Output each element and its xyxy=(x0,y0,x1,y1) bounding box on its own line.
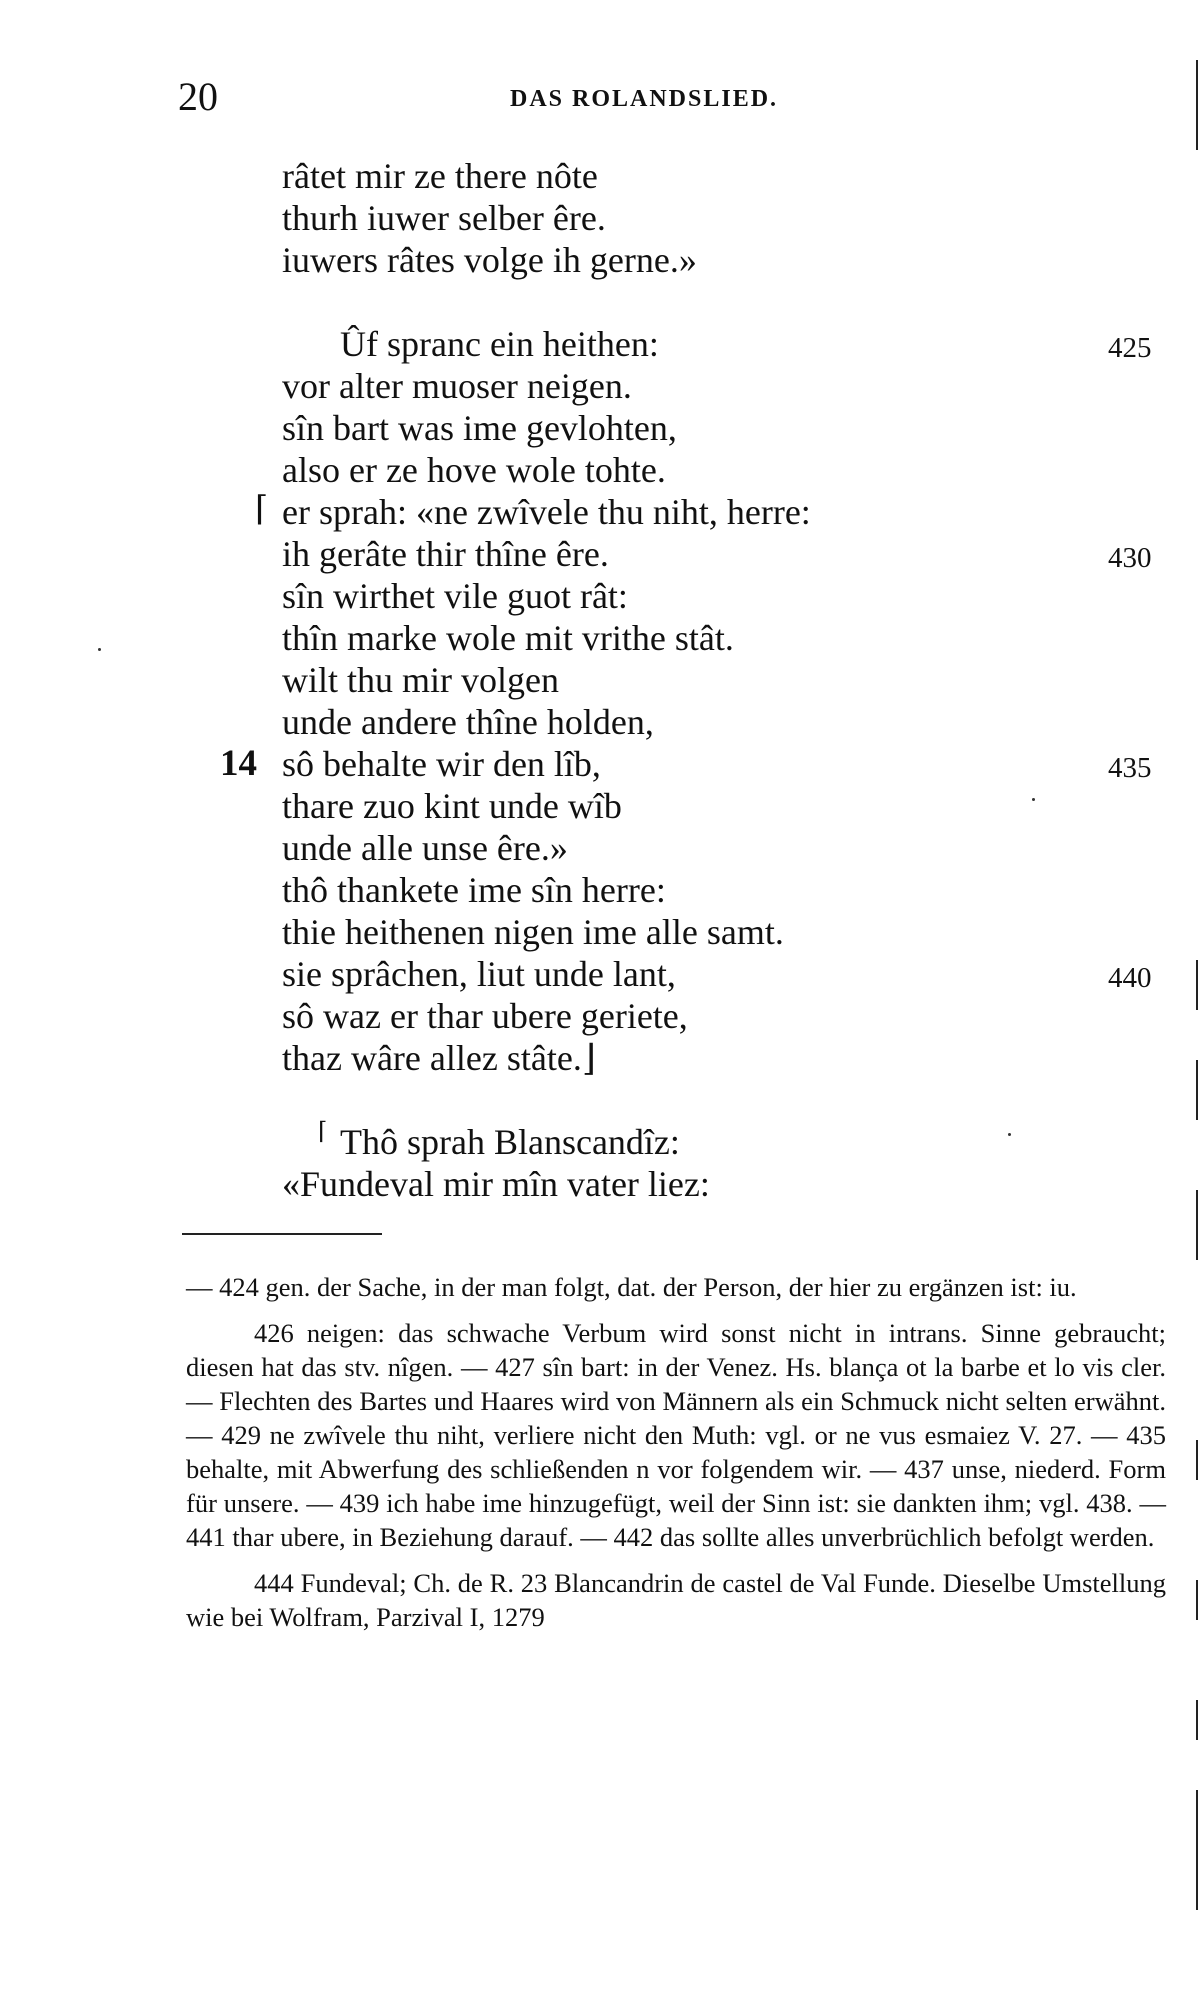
verse-text: sô waz er thar ubere geriete, xyxy=(282,996,688,1036)
verse-line xyxy=(0,239,1203,281)
footnote-paragraph: 444 Fundeval; Ch. de R. 23 Blancandrin de castel de Val Funde. Dieselbe Umstellung wie bei Wolfram, Parzival I, 1279 xyxy=(186,1568,1166,1632)
verse-line xyxy=(0,407,1203,449)
verse-line xyxy=(0,197,1203,239)
verse-text: unde alle unse êre.» xyxy=(282,828,568,868)
verse-line xyxy=(0,575,1203,617)
scan-edge-line xyxy=(1196,1790,1198,1910)
verse-line xyxy=(0,701,1203,743)
verse-text: wilt thu mir volgen xyxy=(282,660,559,700)
verse-line xyxy=(0,1163,1203,1205)
scan-speck xyxy=(1008,1133,1011,1136)
footnote-paragraph: — 424 gen. der Sache, in der man folgt, dat. der Person, der hier zu ergänzen ist: iu. xyxy=(186,1272,1077,1302)
verse-line xyxy=(0,743,1203,785)
verse-line xyxy=(0,995,1203,1037)
scan-speck xyxy=(98,648,101,651)
verse-text: Thô sprah Blanscandîz: xyxy=(340,1122,680,1162)
verse-text: thô thankete ime sîn herre: xyxy=(282,870,666,910)
verse-line xyxy=(0,365,1203,407)
verse-line xyxy=(0,659,1203,701)
verse-text: unde andere thîne holden, xyxy=(282,702,654,742)
footnotes xyxy=(186,1270,1166,1646)
verse-line xyxy=(0,491,1203,533)
verse-line xyxy=(0,1037,1203,1079)
editorial-bracket: ⌈ xyxy=(255,491,269,528)
footnote-rule xyxy=(182,1233,382,1235)
verse-line xyxy=(0,911,1203,953)
verse-line xyxy=(0,785,1203,827)
verse-line xyxy=(0,827,1203,869)
verse-line xyxy=(0,1121,1203,1163)
verse-text: thare zuo kint unde wîb xyxy=(282,786,622,826)
verse-line xyxy=(0,155,1203,197)
line-number: 430 xyxy=(1108,542,1152,574)
verse-text: sîn wirthet vile guot rât: xyxy=(282,576,628,616)
scan-edge-line xyxy=(1196,1700,1198,1740)
verse-line xyxy=(0,281,1203,323)
verse-text: sô behalte wir den lîb, xyxy=(282,744,601,784)
line-number: 425 xyxy=(1108,332,1152,364)
verse-text: Ûf spranc ein heithen: xyxy=(340,324,659,364)
verse-text: iuwers râtes volge ih gerne.» xyxy=(282,240,697,280)
verse-line xyxy=(0,617,1203,659)
verse-text: sie sprâchen, liut unde lant, xyxy=(282,954,676,994)
verse-text: râtet mir ze there nôte xyxy=(282,156,598,196)
verse-line xyxy=(0,953,1203,995)
verse-text: thîn marke wole mit vrithe stât. xyxy=(282,618,734,658)
verse-text: thurh iuwer selber êre. xyxy=(282,198,606,238)
verse-text: ih gerâte thir thîne êre. xyxy=(282,534,609,574)
verse-text: also er ze hove wole tohte. xyxy=(282,450,666,490)
verse-text: «Fundeval mir mîn vater liez: xyxy=(282,1164,710,1204)
manuscript-page-marker: 14 xyxy=(220,743,257,784)
editorial-bracket: ⌈ xyxy=(318,1119,328,1145)
scan-edge-line xyxy=(1196,1580,1198,1620)
scan-edge-line xyxy=(1196,1190,1198,1260)
verse-text: thaz wâre allez stâte.⌋ xyxy=(282,1038,596,1078)
footnote-paragraph: 426 neigen: das schwache Verbum wird sonst nicht in intrans. Sinne gebraucht; diesen hat das stv. nîgen. — 427 sîn bart: in der Venez. Hs. blança ot la barbe et lo vis cler. — Flechten des Bartes und Haares wird von Männern als ein Schmuck nicht selten erwähnt. — 429 ne zwîvele thu niht, verliere nicht den Muth: vgl. or ne vus esmaiez V. 27. — 435 behalte, mit Abwerfung des schließenden n vor folgendem wir. — 437 unse, niederd. Form für unsere. — 439 ich habe ime hinzugefügt, weil der Sinn ist: sie dankten ihm; vgl. 438. — 441 thar ubere, in Beziehung darauf. — 442 das sollte alles unverbrüchlich befolgt werden. xyxy=(186,1318,1166,1552)
verse-line xyxy=(0,323,1203,365)
line-number: 440 xyxy=(1108,962,1152,994)
verse-text: er sprah: «ne zwîvele thu niht, herre: xyxy=(282,492,811,532)
verse-text: thie heithenen nigen ime alle samt. xyxy=(282,912,784,952)
verse-text: vor alter muoser neigen. xyxy=(282,366,632,406)
scan-edge-line xyxy=(1196,60,1198,150)
running-title: DAS ROLANDSLIED. xyxy=(510,86,779,112)
verse-line xyxy=(0,1079,1203,1121)
page-number: 20 xyxy=(178,74,218,119)
line-number: 435 xyxy=(1108,752,1152,784)
verse-line xyxy=(0,869,1203,911)
verse-line xyxy=(0,449,1203,491)
verse-line xyxy=(0,533,1203,575)
scan-edge-line xyxy=(1196,1060,1198,1120)
scan-speck xyxy=(1032,798,1035,801)
scan-edge-line xyxy=(1196,960,1198,1010)
verse-text: sîn bart was ime gevlohten, xyxy=(282,408,677,448)
scan-edge-line xyxy=(1196,1440,1198,1480)
